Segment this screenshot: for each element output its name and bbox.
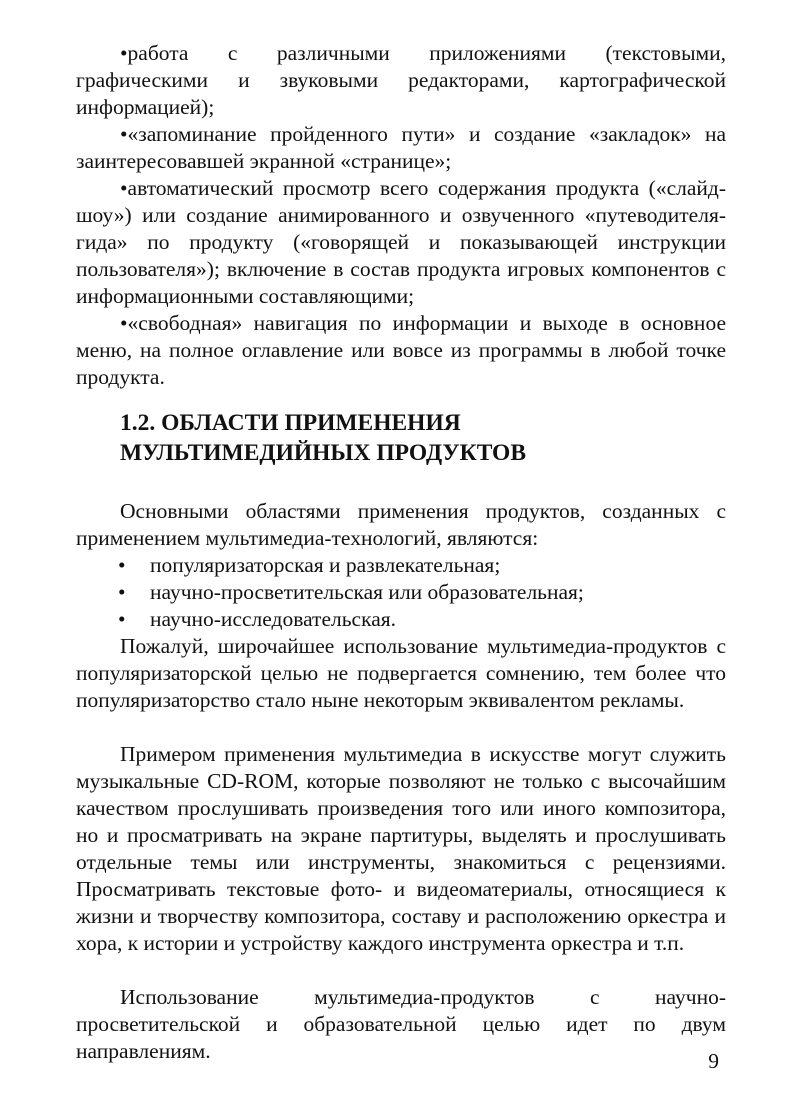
paragraph-art: Примером применения мультимедиа в искусстве могут служить музыкальные CD-ROM, которые позволяют не только с высочайшим качеством прослушивать произведения того или иного композитора, но и просматривать на экране партитуры, выделять и прослушивать отдельные темы или инструменты, знакомиться с рецензиями. Просматривать текстовые фото- и видеоматериалы, относящиеся к жизни и творчеству композитора, составу и расположению оркестра и хора, к истории и устройству каждого инструмента оркестра и т.п. bbox=[76, 742, 726, 955]
bullet-icon: • bbox=[120, 41, 128, 65]
page-number: 9 bbox=[708, 1049, 719, 1073]
paragraph-popular: Пожалуй, широчайшее использование мультимедиа-продуктов с популяризаторской целью не подвергается сомнению, тем более что популяризаторство стало ныне некоторым эквивалентом рекламы. bbox=[76, 634, 726, 712]
paragraph-science: Использование мультимедиа-продуктов с научно-просветительской и образовательной целью идет по двум направлениям. bbox=[76, 985, 726, 1063]
bullet-icon: • bbox=[118, 580, 126, 604]
list-item: • научно-просветительская или образовательная; bbox=[118, 580, 584, 604]
list-item: •автоматический просмотр всего содержания продукта («слайд-шоу») или создание анимированного и озвученного «путеводителя-гида» по продукту («говорящей и показывающей инструкции пользователя»); включение в состав продукта игровых компонентов с информационными составляющими; bbox=[76, 176, 726, 308]
bullet-icon: • bbox=[118, 553, 126, 577]
intro-paragraph: Основными областями применения продуктов, созданных с применением мультимедиа-технологий, являются: bbox=[76, 499, 726, 550]
list-item: •«свободная» навигация по информации и выходе в основное меню, на полное оглавление или вовсе из программы в любой точке продукта. bbox=[76, 311, 726, 389]
section-heading: 1.2. ОБЛАСТИ ПРИМЕНЕНИЯ МУЛЬТИМЕДИЙНЫХ ПРОДУКТОВ bbox=[120, 410, 527, 466]
list-item: •работа с различными приложениями (текстовыми, графическими и звуковыми редакторами, картографической информацией); bbox=[76, 41, 726, 119]
bullet-icon: • bbox=[120, 176, 128, 200]
list-item: • научно-исследовательская. bbox=[118, 607, 397, 631]
bullet-icon: • bbox=[120, 122, 128, 146]
bullet-icon: • bbox=[120, 311, 128, 335]
list-item: •«запоминание пройденного пути» и создание «закладок» на заинтересовавшей экранной «странице»; bbox=[76, 122, 726, 173]
bullet-icon: • bbox=[118, 607, 126, 631]
list-item: • популяризаторская и развлекательная; bbox=[118, 553, 501, 577]
